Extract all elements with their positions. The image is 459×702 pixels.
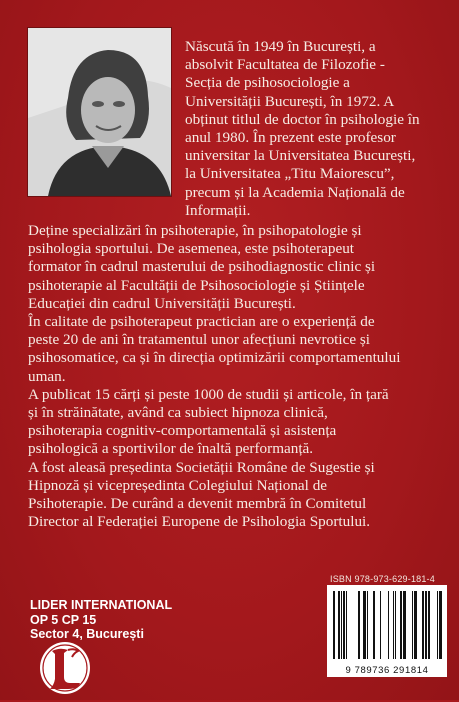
publisher-logo [38,641,92,697]
text-line: Director al Federației Europene de Psihologia Sportului. [28,513,371,531]
bio-line: anul 1980. În prezent este profesor [185,129,396,147]
bio-line: Universității București, în 1972. A [185,92,395,110]
text-line: Psihoterapie. De curând a devenit membră în Comitetul [28,495,367,513]
paragraph-experience [28,313,443,386]
bio-line: la Universitatea „Titu Maiorescu”, [185,165,395,183]
text-line: și în străinătate, având ca subiect hipnoza clinică, [28,404,328,422]
text-line: psihosomatice, ca și în direcția optimizării comportamentului [28,349,401,367]
paragraph-specializations [28,222,443,313]
isbn-label: ISBN 978-973-629-181-4 [330,574,435,584]
barcode [327,585,447,677]
paragraph-publications [28,386,443,459]
barcode-digits: 9 789736 291814 [345,665,429,676]
publisher-address-line2: Sector 4, București [30,627,144,641]
bio-line: Secția de psihosociologie a [185,74,350,92]
author-photo [28,28,171,196]
publisher-address-line1: OP 5 CP 15 [30,612,97,627]
text-line: psihologică a sportivilor de înaltă performanță. [28,440,314,458]
text-line: Deține specializări în psihoterapie, în psihopatologie și [28,222,362,239]
text-line: psihologia sportului. De asemenea, este psihoterapeut [28,240,355,258]
bio-line: Informații. [185,201,251,219]
text-line: În calitate de psihoterapeut practician are o experiență de [28,313,375,331]
text-line: uman. [28,367,66,385]
text-line: psihoterapia cognitiv-comportamentală și asistența [28,422,337,440]
text-line: psihoterapie al Facultății de Psihosociologie și Științele [28,276,365,294]
publisher-info [30,598,172,642]
text-line: A fost aleasă președinta Societății Române de Sugestie și [28,458,375,476]
text-line: peste 20 de ani în tratamentul unor afecțiuni nevrotice și [28,331,371,349]
text-line: formator în cadrul masterului de psihodiagnostic clinic și [28,258,376,276]
barcode-bars [327,585,447,663]
bio-line: precum și la Academia Națională de [185,183,405,201]
author-description [28,222,443,531]
bio-line: Născută în 1949 în București, a [185,38,376,55]
text-line: Educației din cadrul Universității București. [28,294,296,312]
text-line: A publicat 15 cărți și peste 1000 de studii și articole, în țară [28,385,389,403]
publisher-name: LIDER INTERNATIONAL [30,598,173,612]
paragraph-memberships [28,459,443,532]
bio-line: universitar la Universitatea București, [185,147,416,165]
bio-line: absolvit Facultatea de Filozofie - [185,56,385,74]
bio-line: obținut titlul de doctor în psihologie în [185,110,420,128]
author-bio [185,38,449,220]
text-line: Hipnoză și vicepreședinta Colegiului Național de [28,476,328,494]
